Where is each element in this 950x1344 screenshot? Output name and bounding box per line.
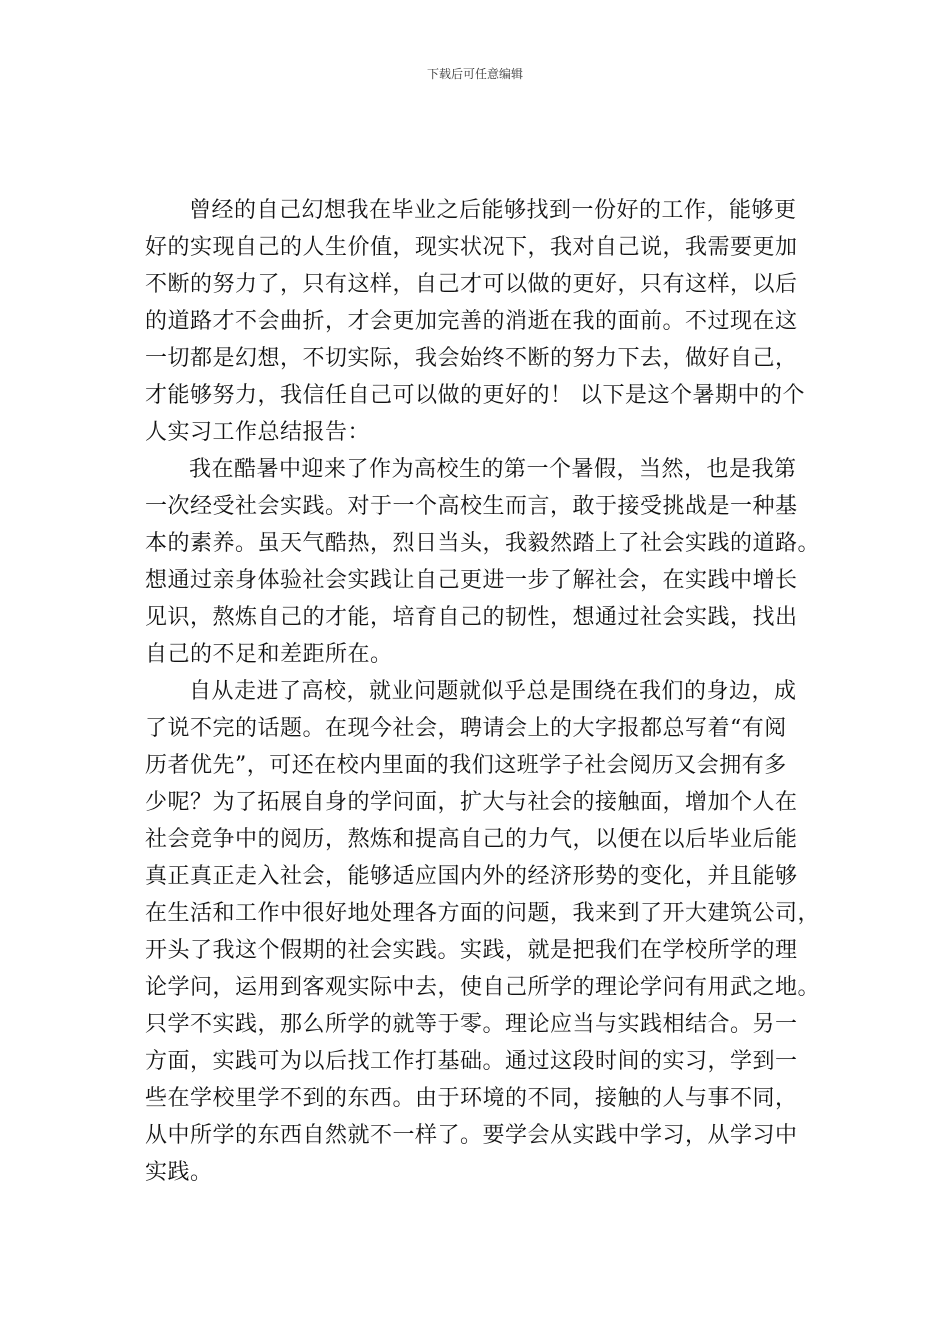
text-line: 开头了我这个假期的社会实践。实践，就是把我们在学校所学的理 (145, 938, 798, 963)
page-header-note: 下载后可任意编辑 (426, 67, 523, 81)
text-line: 好的实现自己的人生价值，现实状况下，我对自己说，我需要更加 (145, 235, 798, 260)
text-line: 才能够努力，我信任自己可以做的更好的！ 以下是这个暑期中的个 (145, 383, 805, 408)
text-line: 社会竞争中的阅历，熬炼和提高自己的力气，以便在以后毕业后能 (145, 827, 798, 852)
text-line: 一切都是幻想，不切实际，我会始终不断的努力下去，做好自己， (145, 346, 798, 371)
text-line: 从中所学的东西自然就不一样了。要学会从实践中学习，从学习中 (145, 1123, 798, 1148)
text-line: 见识，熬炼自己的才能，培育自己的韧性，想通过社会实践，找出 (145, 605, 798, 630)
text-line: 方面，实践可为以后找工作打基础。通过这段时间的实习，学到一 (145, 1049, 798, 1074)
text-line: 一次经受社会实践。对于一个高校生而言，敢于接受挑战是一种基 (145, 494, 798, 519)
text-line: 不断的努力了，只有这样，自己才可以做的更好，只有这样，以后 (145, 272, 798, 297)
text-line: 论学问，运用到客观实际中去，使自己所学的理论学问有用武之地。 (145, 975, 821, 1000)
text-line: 在生活和工作中很好地处理各方面的问题，我来到了开大建筑公司， (145, 901, 821, 926)
text-line: 自己的不足和差距所在。 (145, 642, 393, 667)
text-line: 少呢？为了拓展自身的学问面，扩大与社会的接触面，增加个人在 (145, 790, 798, 815)
text-line: 自从走进了高校，就业问题就似乎总是围绕在我们的身边，成 (189, 679, 797, 704)
text-line: 真正真正走入社会，能够适应国内外的经济形势的变化，并且能够 (145, 864, 798, 889)
paragraph-2 (145, 451, 821, 673)
paragraph-3 (145, 673, 821, 1191)
text-line: 只学不实践，那么所学的就等于零。理论应当与实践相结合。另一 (145, 1012, 798, 1037)
text-line: 本的素养。虽天气酷热，烈日当头，我毅然踏上了社会实践的道路。 (145, 531, 821, 556)
paragraph-1 (145, 192, 815, 451)
text-line: 实践。 (145, 1160, 213, 1185)
text-line: 历者优先”，可还在校内里面的我们这班学子社会阅历又会拥有多 (145, 753, 787, 778)
text-line: 的道路才不会曲折，才会更加完善的消逝在我的面前。不过现在这 (145, 309, 798, 334)
text-line: 人实习工作总结报告： (145, 420, 371, 445)
document-body (145, 192, 821, 1191)
text-line: 曾经的自己幻想我在毕业之后能够找到一份好的工作，能够更 (189, 198, 797, 223)
text-line: 我在酷暑中迎来了作为高校生的第一个暑假，当然，也是我第 (189, 457, 797, 482)
text-line: 些在学校里学不到的东西。由于环境的不同，接触的人与事不同， (145, 1086, 798, 1111)
text-line: 了说不完的话题。在现今社会，聘请会上的大字报都总写着“有阅 (145, 716, 787, 741)
text-line: 想通过亲身体验社会实践让自己更进一步了解社会，在实践中增长 (145, 568, 798, 593)
